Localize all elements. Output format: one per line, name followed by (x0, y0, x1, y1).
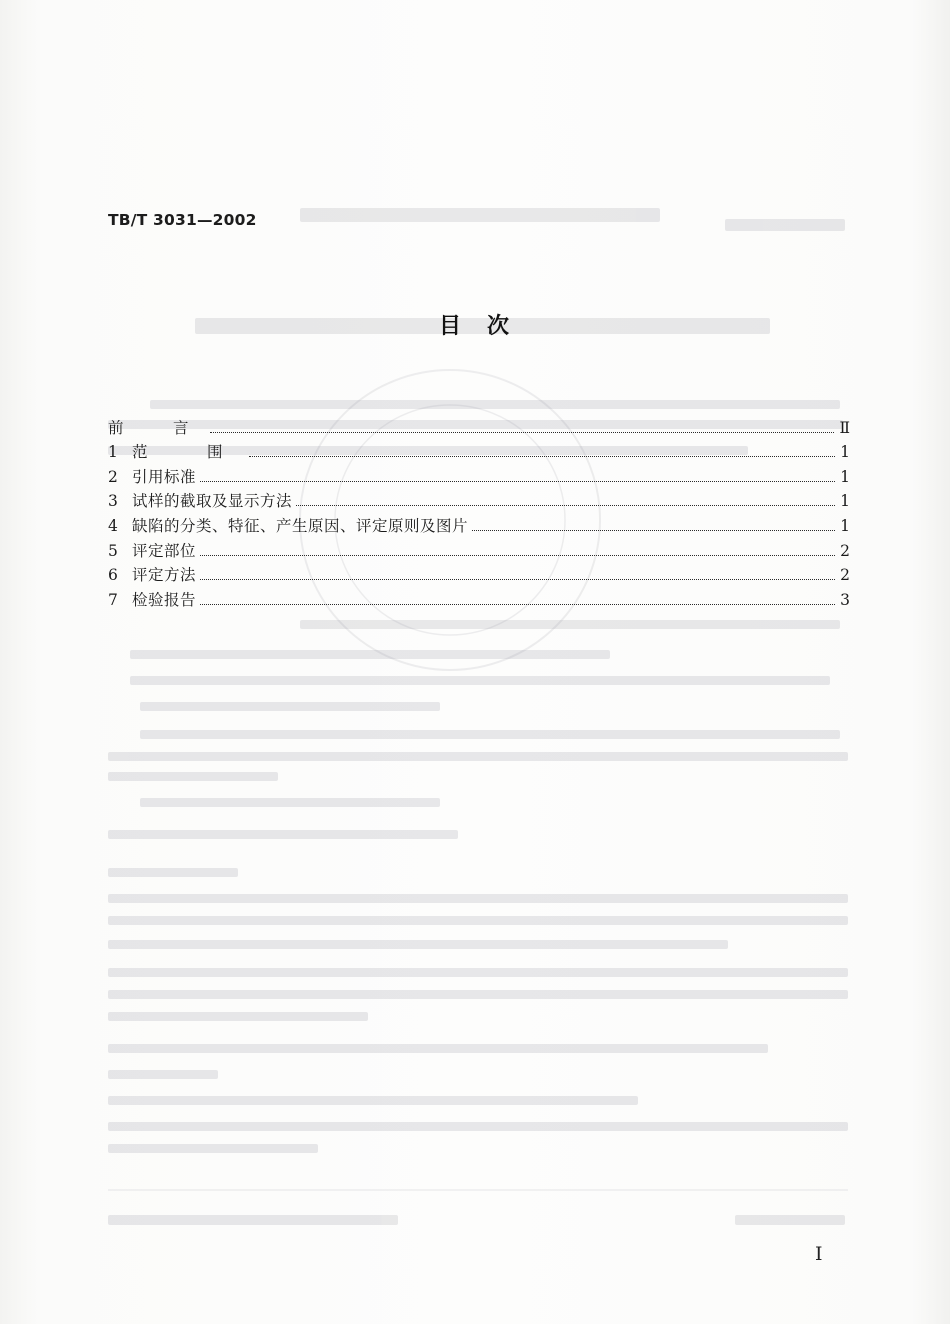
toc-entry-page: 1 (840, 467, 850, 486)
page-number: I (815, 1243, 823, 1265)
toc-dot-leader (249, 456, 836, 457)
toc-entry-label: 评定方法 (132, 566, 197, 585)
toc-entry-page: 1 (840, 516, 850, 535)
toc-entry-number: 1 (108, 443, 118, 462)
toc-entry-page: 2 (840, 541, 850, 560)
toc-dot-leader (296, 505, 835, 506)
toc-entry-label: 前 言 (108, 418, 206, 437)
toc-entry-page: 2 (840, 566, 850, 585)
toc-entry-evaluation-method[interactable] (108, 561, 850, 586)
toc-entry-number: 3 (108, 492, 118, 511)
toc-entry-foreword[interactable] (108, 413, 850, 438)
toc-entry-evaluation-location[interactable] (108, 536, 850, 561)
toc-entry-defect-classification[interactable] (108, 511, 850, 536)
toc-entry-page: 3 (840, 590, 850, 609)
toc-entry-normative-references[interactable] (108, 462, 850, 487)
toc-entry-number: 5 (108, 541, 118, 560)
toc-entry-page: 1 (840, 443, 850, 462)
toc-dot-leader (200, 579, 835, 580)
toc-entry-label: 试样的截取及显示方法 (132, 492, 293, 511)
toc-dot-leader (200, 604, 835, 605)
toc-dot-leader (200, 555, 835, 556)
toc-entry-label: 检验报告 (132, 590, 197, 609)
toc-entry-sampling[interactable] (108, 487, 850, 512)
toc-entry-label: 范 围 (132, 443, 245, 462)
toc-dot-leader (200, 481, 835, 482)
toc-entry-scope[interactable] (108, 438, 850, 463)
toc-entry-number: 4 (108, 516, 118, 535)
toc-dot-leader (472, 530, 835, 531)
toc-title: 目 次 (438, 314, 511, 339)
toc-entry-number: 2 (108, 467, 118, 486)
toc-dot-leader (210, 432, 835, 433)
standard-code: TB/T 3031—2002 (108, 211, 257, 229)
toc-entry-page: Ⅱ (839, 418, 850, 437)
toc-entry-number: 7 (108, 590, 118, 609)
toc-entry-number: 6 (108, 566, 118, 585)
toc-entry-label: 引用标准 (132, 467, 197, 486)
toc-entry-page: 1 (840, 492, 850, 511)
toc-entry-label: 评定部位 (132, 541, 197, 560)
toc-entry-label: 缺陷的分类、特征、产生原因、评定原则及图片 (132, 516, 469, 535)
toc-entry-inspection-report[interactable] (108, 585, 850, 610)
table-of-contents (108, 413, 850, 610)
